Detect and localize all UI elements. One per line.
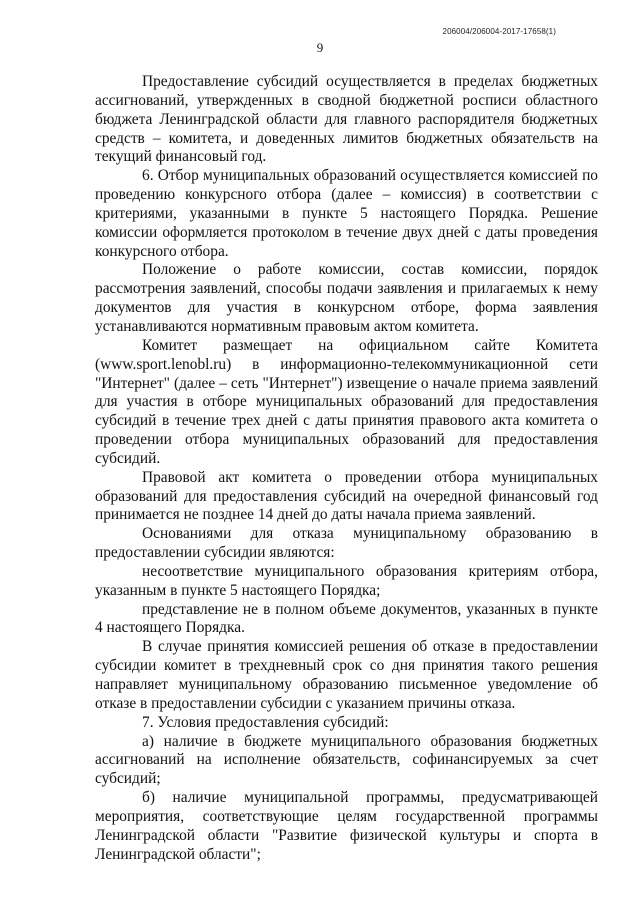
paragraph-refusal-notification: В случае принятия комиссией решения об отказе в предоставлении субсидии комитет в трехдневный срок со дня принятия такого решения направляет муниципальному образованию письменное уведомление об отказе в предоставлении субсидии с указанием причины отказа. — [95, 638, 598, 712]
paragraph-refusal-grounds: Основаниями для отказа муниципальному образованию в предоставлении субсидии являются: — [95, 525, 598, 562]
paragraph-condition-b: б) наличие муниципальной программы, предусматривающей мероприятия, соответствующие целям государственной программы Ленинградской области "Развитие физической культуры и спорта в Ленинградской области"; — [95, 789, 598, 863]
document-registration-number: 206004/206004-2017-17658(1) — [442, 27, 556, 36]
paragraph-website-notice: Комитет размещает на официальном сайте Комитета (www.sport.lenobl.ru) в информационно-телекоммуникационной сети "Интернет" (далее – сеть "Интернет") извещение о начале приема заявлений для участия в отборе муниципальных образований для предоставления субсидий в течение трех дней с даты принятия правового акта комитета о проведении отбора муниципальных образований для предоставления субсидий. — [95, 336, 598, 467]
document-body — [95, 73, 598, 864]
paragraph-section-7-heading: 7. Условия предоставления субсидий: — [142, 713, 389, 731]
paragraph-selection-commission: 6. Отбор муниципальных образований осуществляется комиссией по проведению конкурсного отбора (далее – комиссия) в соответствии с критериями, указанными в пункте 5 настоящего Порядка. Решение комиссии оформляется протоколом в течение двух дней с даты проведения конкурсного отбора. — [95, 167, 598, 260]
paragraph-legal-act-deadline: Правовой акт комитета о проведении отбора муниципальных образований для предоставления субсидий на очередной финансовый год принимается не позднее 14 дней до даты начала приема заявлений. — [95, 468, 598, 524]
paragraph-condition-a: а) наличие в бюджете муниципального образования бюджетных ассигнований на исполнение обязательств, софинансируемых за счет субсидий; — [95, 732, 598, 788]
paragraph-budget-allocations: Предоставление субсидий осуществляется в пределах бюджетных ассигнований, утвержденных в сводной бюджетной росписи областного бюджета Ленинградской области для главного распорядителя бюджетных средств – комитета, и доведенных лимитов бюджетных обязательств на текущий финансовый год. — [95, 73, 598, 166]
page-number: 9 — [316, 40, 324, 55]
paragraph-refusal-ground-criteria: несоответствие муниципального образования критериям отбора, указанным в пункте 5 настоящего Порядка; — [95, 562, 598, 599]
paragraph-refusal-ground-documents: представление не в полном объеме документов, указанных в пункте 4 настоящего Порядка. — [95, 600, 598, 637]
paragraph-commission-regulation: Положение о работе комиссии, состав комиссии, порядок рассмотрения заявлений, способы подачи заявления и прилагаемых к нему документов для участия в конкурсном отборе, форма заявления устанавливаются нормативным правовым актом комитета. — [95, 261, 598, 335]
